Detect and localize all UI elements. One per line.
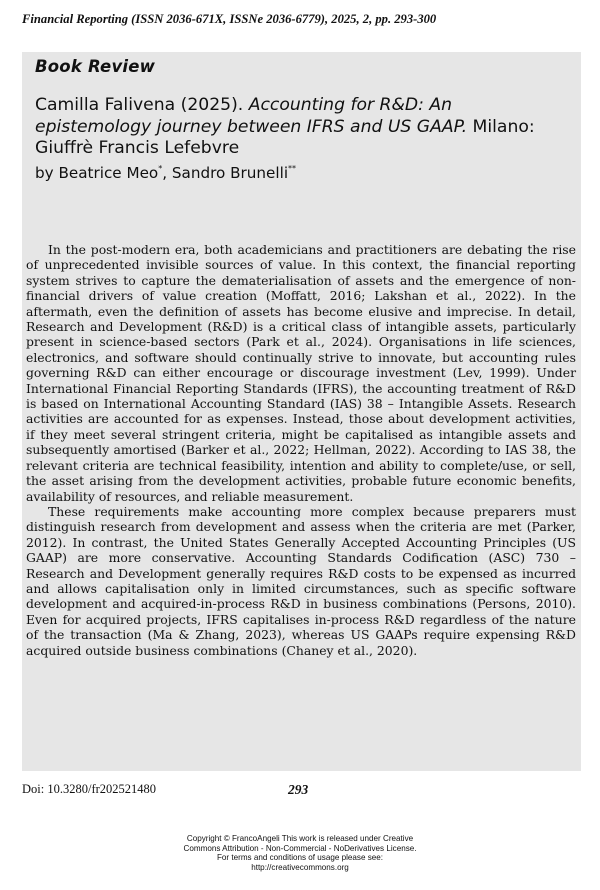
body-paragraph: These requirements make accounting more complex because preparers must distinguish research from development and assess when the criteria are met (Parker, 2012). In contrast, the United States Generally Accepted Accounting Principles (US GAAP) are more conservative. Accounting Standards Codification (ASC) 730 – Research and Development generally requires R&D costs to be expensed as incurred and allows capitalisation only in limited circumstances, such as specific software development and acquired-in-process R&D in business combinations (Persons, 2010). Even for acquired projects, IFRS capitalises in-process R&D regardless of the nature of the transaction (Ma & Zhang, 2023), whereas US GAAPs require expensing R&D acquired outside business combinations (Chaney et al., 2020). <box>26 503 576 658</box>
section-label: Book Review <box>35 57 156 76</box>
author-footnote-mark: * <box>158 164 163 173</box>
review-body <box>26 242 576 658</box>
title-author-year: Camilla Falivena (2025). <box>35 95 249 115</box>
book-title-block <box>35 95 565 160</box>
byline-prefix: by <box>35 164 59 182</box>
page-number: 293 <box>288 782 309 797</box>
body-paragraph: In the post-modern era, both academicians and practitioners are debating the rise of unprecedented invisible sources of value. In this context, the financial reporting system strives to capture the dematerialisation of assets and the emergence of non-financial drivers of value creation (Moffatt, 2016; Lakshan et al., 2022). In the aftermath, even the definition of assets has become elusive and imprecise. In detail, Research and Development (R&D) is a critical class of intangible assets, particularly present in science-based sectors (Park et al., 2024). Organisations in life sciences, electronics, and software should continually strive to innovate, but accounting rules governing R&D can either encourage or discourage investment (Lev, 1999). Under International Financial Reporting Standards (IFRS), the accounting treatment of R&D is based on International Accounting Standard (IAS) 38 – Intangible Assets. Research activities are accounted for as expenses. Instead, those about development activities, if they meet several stringent criteria, might be capitalised as intangible assets and subsequently amortised (Barker et al., 2022; Hellman, 2022). According to IAS 38, the relevant criteria are technical feasibility, intention and ability to complete/use, or sell, the asset arising from the development activities, probable future economic benefits, availability of resources, and reliable measurement. <box>26 242 576 504</box>
book-review-panel <box>22 52 581 771</box>
title-publisher: Milano: Giuffrè Francis Lefebvre <box>35 116 535 158</box>
byline <box>35 164 555 182</box>
author-footnote-mark: ** <box>288 164 297 173</box>
copyright-line: For terms and conditions of usage please see: <box>216 853 384 863</box>
creative-commons-link[interactable]: http://creativecommons.org <box>251 862 349 872</box>
copyright-line: Commons Attribution - Non-Commercial - NoDerivatives License. <box>183 843 417 853</box>
title-book-name: Accounting for R&D: An epistemology journey between IFRS and US GAAP. <box>35 95 468 137</box>
copyright-notice <box>130 834 470 872</box>
journal-running-head: Financial Reporting (ISSN 2036-671X, ISSNe 2036-6779), 2025, 2, pp. 293-300 <box>22 12 437 26</box>
author-name: Sandro Brunelli <box>171 164 289 182</box>
author-name: Beatrice Meo <box>58 164 159 182</box>
byline-separator: , <box>162 164 172 182</box>
doi-link[interactable]: Doi: 10.3280/fr202521480 <box>22 782 157 796</box>
copyright-line: Copyright © FrancoAngeli This work is released under Creative <box>186 834 414 843</box>
